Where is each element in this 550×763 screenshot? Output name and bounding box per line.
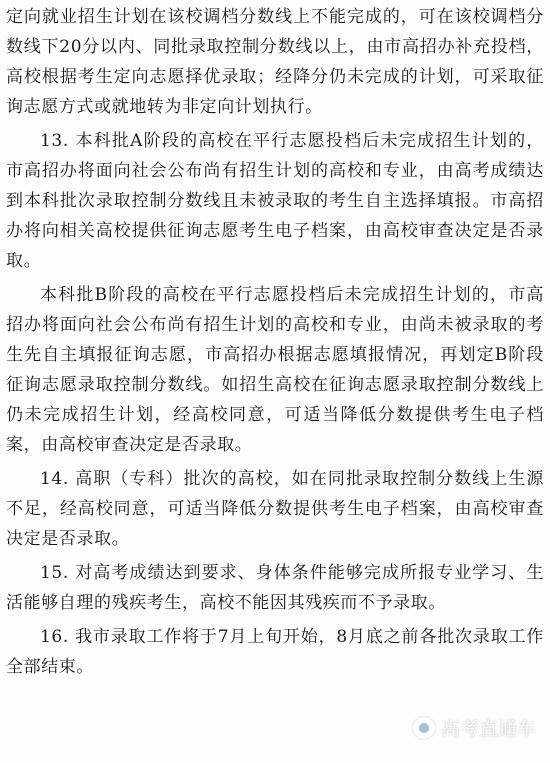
paragraph-15: 15. 对高考成绩达到要求、身体条件能够完成所报专业学习、生活能够自理的残疾考生，高校不能因其残疾而不予录取。	[6, 563, 544, 613]
paragraph-13-b: 本科批B阶段的高校在平行志愿投档后未完成招生计划的，市高招办将面向社会公布尚有招生计划的高校和专业，由尚未被录取的考生先自主填报征询志愿，市高招办根据志愿填报情况，再划定B阶段征询志愿录取控制分数线。如招生高校在征询志愿录取控制分数线上仍未完成招生计划，经高校同意，可适当降低分数提供考生电子档案，由高校审查决定是否录取。	[6, 285, 544, 455]
document-body	[6, 2, 544, 686]
logo-icon	[413, 717, 435, 739]
paragraph-14: 14. 高职（专科）批次的高校，如在同批录取控制分数线上生源不足，经高校同意，可适当降低分数提供考生电子档案，由高校审查决定是否录取。	[6, 469, 544, 549]
watermark-text: 高考直通车	[440, 718, 536, 740]
watermark	[413, 714, 536, 741]
paragraph-1: 定向就业招生计划在该校调档分数线上不能完成的，可在该校调档分数线下20分以内、同批录取控制分数线以上，由市高招办补充投档，高校根据考生定向志愿择优录取；经降分仍未完成的计划，可采取征询志愿方式或就地转为非定向计划执行。	[6, 7, 544, 117]
paragraph-16: 16. 我市录取工作将于7月上旬开始，8月底之前各批次录取工作全部结束。	[6, 627, 544, 677]
paragraph-13: 13. 本科批A阶段的高校在平行志愿投档后未完成招生计划的，市高招办将面向社会公布尚有招生计划的高校和专业，由高考成绩达到本科批次录取控制分数线且未被录取的考生自主选择填报。市高招办将向相关高校提供征询志愿考生电子档案，由高校审查决定是否录取。	[6, 131, 544, 271]
